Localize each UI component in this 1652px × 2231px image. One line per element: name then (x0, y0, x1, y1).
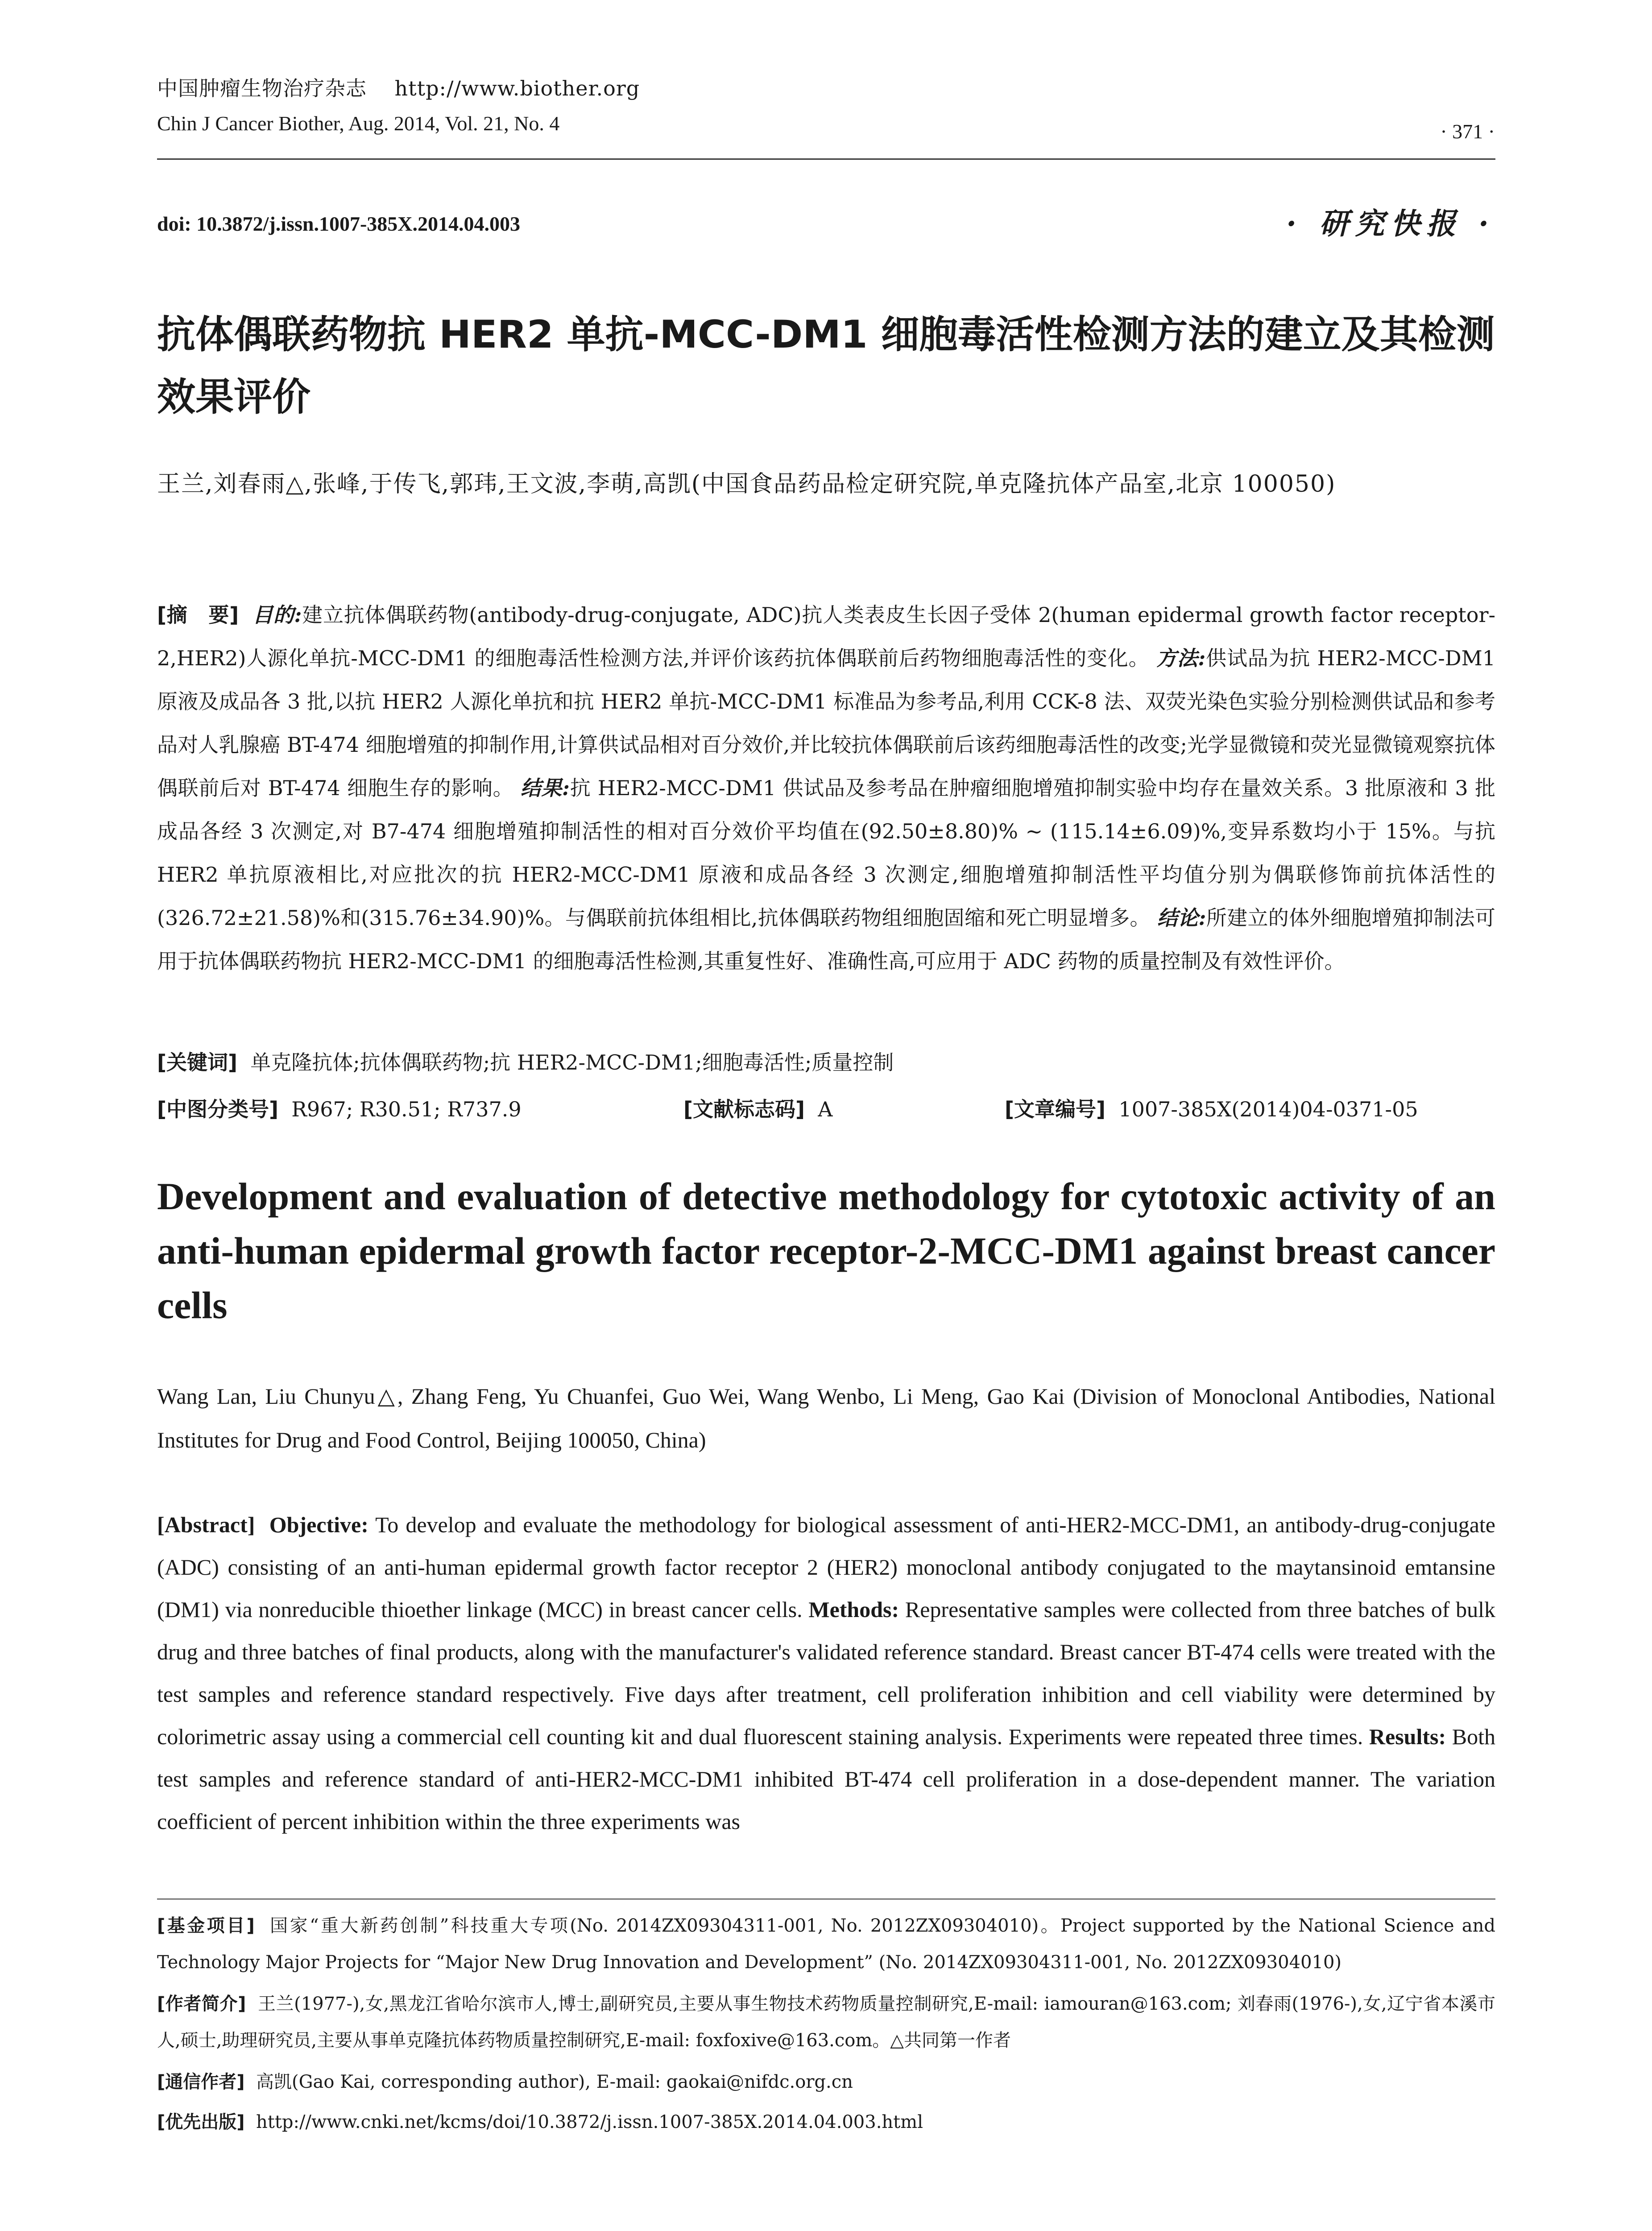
doc-code-label: [文献标志码] (683, 1097, 805, 1121)
corresponding-label: [通信作者] (157, 2072, 245, 2092)
authors-en: Wang Lan, Liu Chunyu△, Zhang Feng, Yu Chuanfei, Guo Wei, Wang Wenbo, Li Meng, Gao Kai (Division of Monoclonal Antibodies, National Institutes for Drug and Food Control, Beijing 100050, China) (157, 1384, 1495, 1452)
footnote-funding (157, 1908, 1495, 1981)
footnote-authors (157, 1986, 1495, 2059)
objective-text-en: To develop and evaluate the methodology for biological assessment of anti-HER2-MCC-DM1, an antibody-drug-conjugate (ADC) consisting of an anti-human epidermal growth factor receptor 2 (HER2) monoclonal antibody conjugated to the maytansinoid emtansine (DM1) via nonreducible thioether linkage (MCC) in breast cancer cells. (157, 1512, 1496, 1622)
conclusion-text-cn: 所建立的体外细胞增殖抑制法可用于抗体偶联药物抗 HER2-MCC-DM1 的细胞毒活性检测,其重复性好、准确性高,可应用于 ADC 药物的质量控制及有效性评价。 (157, 906, 1496, 973)
objective-label-en: Objective: (269, 1512, 368, 1537)
clc-label: [中图分类号] (157, 1097, 279, 1121)
keywords-text: 单克隆抗体;抗体偶联药物;抗 HER2-MCC-DM1;细胞毒活性;质量控制 (250, 1050, 894, 1074)
article-title-en: Development and evaluation of detective methodology for cytotoxic activity of an anti-human epidermal growth factor receptor-2-MCC-DM1 against breast cancer cells (157, 1175, 1495, 1327)
clc-block (157, 1093, 522, 1123)
keywords-label: [关键词] (157, 1050, 238, 1074)
article-no-value: 1007-385X(2014)04-0371-05 (1118, 1097, 1418, 1121)
author-bio-label: [作者简介] (157, 1994, 246, 2014)
methods-text-cn: 供试品为抗 HER2-MCC-DM1 原液及成品各 3 批,以抗 HER2 人源化单抗和抗 HER2 单抗-MCC-DM1 标准品为参考品,利用 CCK-8 法、双荧光染色实验分别检测供试品和参考品对人乳腺癌 BT-474 细胞增殖的抑制作用,计算供试品相对百分效价,并比较抗体偶联前后该药细胞毒活性的改变;光学显微镜和荧光显微镜观察抗体偶联前后对 BT-474 细胞生存的影响。 (157, 646, 1495, 800)
online-first-link[interactable]: http://www.cnki.net/kcms/doi/10.3872/j.issn.1007-385X.2014.04.003.html (256, 2112, 923, 2132)
results-label-en: Results: (1369, 1724, 1446, 1749)
header-rule (157, 158, 1495, 160)
corresponding-text[interactable]: 高凯(Gao Kai, corresponding author), E-mail: gaokai@nifdc.org.cn (256, 2072, 853, 2092)
methods-label-cn: 方法: (1156, 646, 1206, 670)
section-tag: · 研究快报 · (1286, 206, 1495, 241)
methods-label-en: Methods: (808, 1597, 899, 1622)
results-text-cn: 抗 HER2-MCC-DM1 供试品及参考品在肿瘤细胞增殖抑制实验中均存在量效关系。3 批原液和 3 批成品各经 3 次测定,对 B7-474 细胞增殖抑制活性的相对百分效价平均值在(92.50±8.80)% ~ (115.14±6.09)%,变异系数均小于 15%。与抗 HER2 单抗原液相比,对应批次的抗 HER2-MCC-DM1 原液和成品各经 3 次测定,细胞增殖抑制活性平均值分别为偶联修饰前抗体活性的(326.72±21.58)%和(315.76±34.90)%。与偶联前抗体组相比,抗体偶联药物组细胞固缩和死亡明显增多。 (157, 776, 1495, 930)
footnote-corresponding (157, 2064, 1495, 2100)
abstract-label-en: [Abstract] (157, 1512, 255, 1537)
abstract-en (157, 1504, 1495, 1843)
conclusion-label-cn: 结论: (1157, 906, 1206, 930)
article-title-cn: 抗体偶联药物抗 HER2 单抗-MCC-DM1 细胞毒活性检测方法的建立及其检测效果评价 (157, 312, 1495, 419)
doi[interactable]: doi: 10.3872/j.issn.1007-385X.2014.04.003 (157, 212, 520, 235)
running-header-cn (157, 72, 640, 102)
methods-text-en: Representative samples were collected from three batches of bulk drug and three batches of final products, along with the manufacturer's validated reference standard. Breast cancer BT-474 cells were treated with the test samples and reference standard respectively. Five days after treatment, cell proliferation inhibition and cell viability were determined by colorimetric assay using a commercial cell counting kit and dual fluorescent staining analysis. Experiments were repeated three times. (157, 1597, 1496, 1749)
objective-label-cn: 目的: (252, 603, 302, 627)
objective-text-cn: 建立抗体偶联药物(antibody-drug-conjugate, ADC)抗人类表皮生长因子受体 2(human epidermal growth factor receptor-2,HER2)人源化单抗-MCC-DM1 的细胞毒活性检测方法,并评价该药抗体偶联前后药物细胞毒活性的变化。 (157, 603, 1496, 670)
abstract-cn (157, 593, 1495, 983)
abstract-label-cn: [摘 要] (157, 603, 239, 627)
funding-label: [基金项目] (157, 1916, 255, 1936)
keywords (157, 1046, 894, 1076)
journal-citation-en: Chin J Cancer Biother, Aug. 2014, Vol. 21, No. 4 (157, 112, 560, 135)
results-label-cn: 结果: (520, 776, 570, 800)
article-no-label: [文章编号] (1005, 1097, 1106, 1121)
clc-value: R967; R30.51; R737.9 (291, 1097, 522, 1121)
author-bio-text: 王兰(1977-),女,黑龙江省哈尔滨市人,博士,副研究员,主要从事生物技术药物质量控制研究,E-mail: iamouran@163.com; 刘春雨(1976-),女,辽宁省本溪市人,硕士,助理研究员,主要从事单克隆抗体药物质量控制研究,E-mail: foxfoxive@163.com。△共同第一作者 (157, 1994, 1496, 2051)
doc-code-block (683, 1093, 833, 1123)
funding-text: 国家“重大新药创制”科技重大专项(No. 2014ZX09304311-001, No. 2012ZX09304010)。Project supported by the National Science and Technology Major Projects for “Major New Drug Innovation and Development” (No. 2014ZX09304311-001, No. 2012ZX09304010) (157, 1916, 1495, 1973)
authors-cn: 王兰,刘春雨△,张峰,于传飞,郭玮,王文波,李萌,高凯(中国食品药品检定研究院,单克隆抗体产品室,北京 100050) (157, 471, 1336, 498)
online-first-label: [优先出版] (157, 2112, 245, 2132)
footnote-online (157, 2104, 1495, 2140)
journal-name-cn: 中国肿瘤生物治疗杂志 (157, 76, 367, 100)
results-text-en: Both test samples and reference standard of anti-HER2-MCC-DM1 inhibited BT-474 cell proliferation in a dose-dependent manner. The variation coefficient of percent inhibition within the three experiments was (157, 1724, 1496, 1834)
journal-url[interactable]: http://www.biother.org (394, 76, 640, 100)
article-no-block (1005, 1093, 1418, 1123)
page-number: · 371 · (1440, 120, 1495, 143)
doc-code-value: A (818, 1097, 833, 1121)
